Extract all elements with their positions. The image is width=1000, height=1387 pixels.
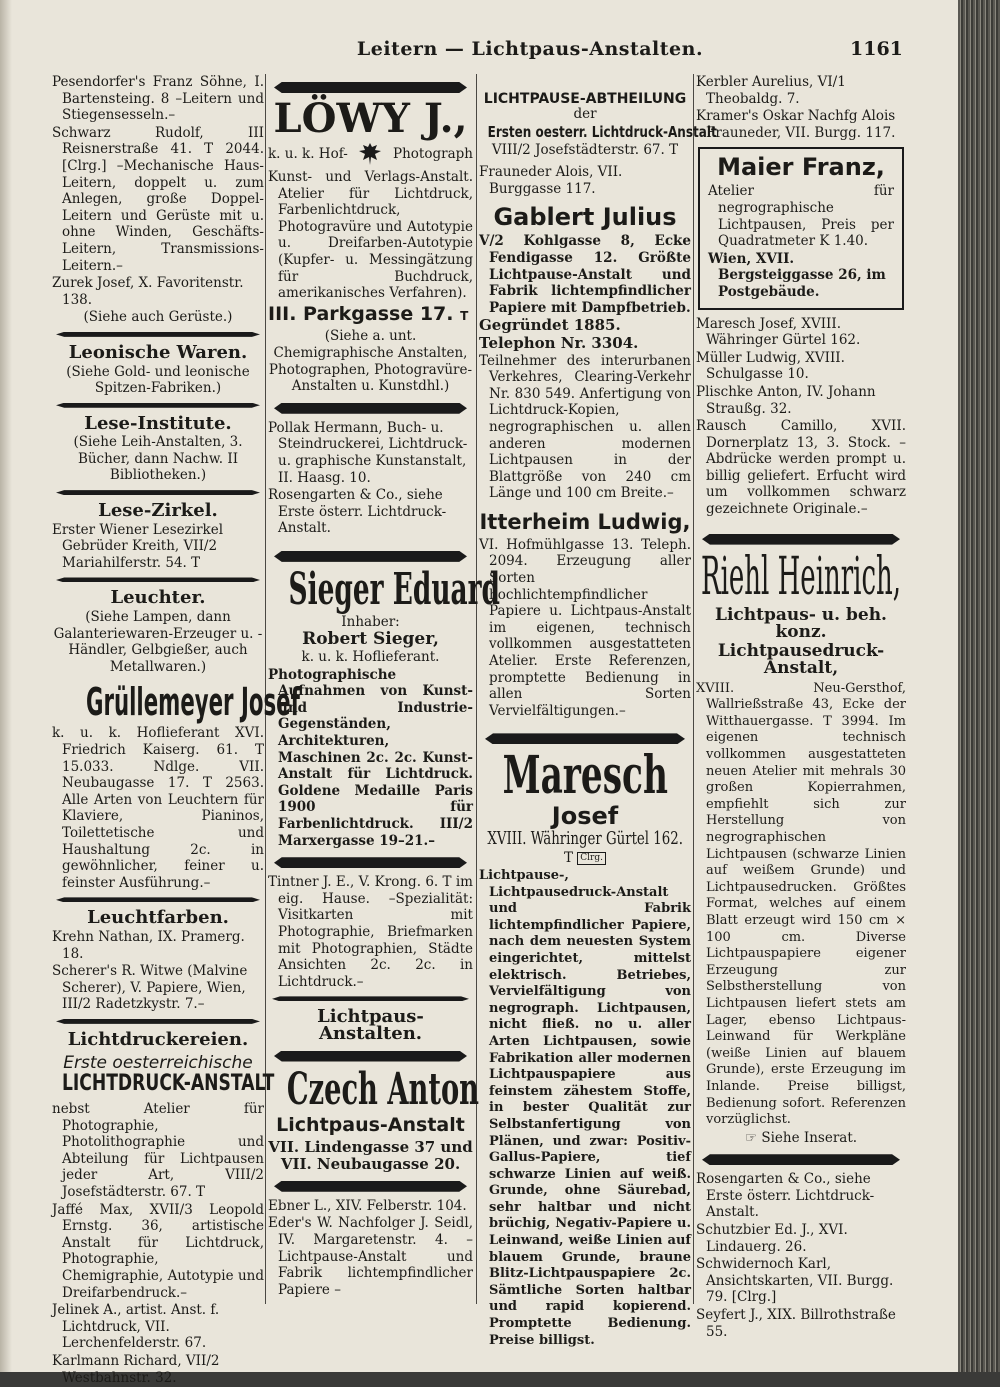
cross-reference: (Siehe Leih-Anstalten, 3. Bücher, dann Nachw. II Bibliotheken.)	[73, 434, 243, 484]
directory-entry: Erster Wiener Lesezirkel Gebrüder Kreith, VII/2 Mariahilferstr. 54. T	[52, 521, 224, 571]
directory-entry: Kerbler Aurelius, VI/1 Theobaldg. 7.	[696, 74, 846, 107]
advert-gablert-text2: Teilnehmer des interurbanen Verkehres, Clearing-Verkehr Nr. 830 549. Anfertigung von Lichtdruck-Kopien, negrographischen u. allen anderen modernen Lichtpausen in der Blattgröße von 240 cm Länge und 100 cm Breite.–	[479, 352, 691, 502]
directory-entry: Maresch Josef, XVIII. Währinger Gürtel 162.	[696, 315, 861, 349]
advert-gablert-name: Gablert Julius	[493, 203, 677, 232]
cross-reference: (Siehe Gold- und leonische Spitzen-Fabriken.)	[66, 363, 250, 397]
column-4	[696, 74, 906, 1341]
advert-erste-anstalt: LICHTDRUCK-ANSTALT	[61, 1071, 275, 1097]
page-spine-shadow	[0, 0, 12, 1372]
directory-entry: Seyfert J., XIX. Billrothstraße 55.	[696, 1307, 896, 1340]
advert-czech-name: Czech Anton	[286, 1063, 480, 1115]
directory-entry: Pesendorfer's Franz Söhne, I. Bartensteing. 8 –Leitern und Stiegensesseln.–	[52, 74, 264, 124]
advert-border-bar	[274, 82, 467, 93]
section-heading: Leonische Waren.	[68, 341, 248, 363]
section-heading: Lichtdruckereien.	[67, 1028, 249, 1050]
advert-riehl-see: ☞ Siehe Inserat.	[744, 1129, 858, 1146]
advert-lowy-sub	[268, 141, 473, 167]
advert-riehl-text: XVIII. Neu-Gersthof, Wallrießstraße 43, Ecke der Witthauergasse. T 3994. Im eigenen technisch vollkommen ausgestatteten neuen Atelier mit mehrals 30 großen Kopierrahmen, empfiehlt sich zur Herstellung von negrographischen Lichtpausen (schwarze Linien auf weißem Grunde) und Lichtpausedrucken. Größtes Format, welches auf einem Blatt erzeugt wird 150 cm × 100 cm. Diverse Lichtpauspapiere eigener Erzeugung zur Selbstherstellung von Lichtpausen liefert stets am Lager, ebenso Lichtpaus-Leinwand für Werkpläne (weiße Linien auf blauem Grunde), erste Erzeugung im Inlande. Preise billigst, Bedienung sofort. Referenzen vorzüglichst.	[696, 680, 906, 1128]
advert-gablert-tel: Telephon Nr. 3304.	[479, 333, 639, 352]
section-divider	[56, 490, 260, 495]
advert-maier-addr: Wien, XVII. Bergsteiggasse 26, im Postgebäude.	[708, 250, 886, 300]
advert-maier-name: Maier Franz,	[717, 153, 885, 182]
directory-entry: Eder's W. Nachfolger J. Seidl, IV. Margaretenstr. 4. –Lichtpause-Anstalt und Fabrik lichtempfindlicher Papiere –	[268, 1215, 473, 1298]
directory-entry: Müller Ludwig, XVIII. Schulgasse 10.	[696, 349, 845, 383]
advert-border-bar	[702, 1154, 900, 1165]
advert-maresch-name: Maresch	[502, 745, 668, 807]
directory-entry: Krehn Nathan, IX. Pramerg. 18.	[52, 928, 245, 962]
advert-erste-script: Erste oesterreichische	[63, 1052, 253, 1073]
advert-maresch-first: Josef	[551, 802, 619, 831]
clearing-tag: Clrg.	[577, 852, 606, 865]
advert-itterheim-name: Itterheim Ludwig,	[479, 509, 691, 534]
section-divider	[272, 996, 469, 1001]
page-number: 1161	[850, 38, 903, 60]
directory-entry: Rausch Camillo, XVII. Dornerplatz 13, 3. Stock. –Abdrücke werden prompt u. billig geliefert. Erfucht wird um vollkommen schwarz gezeichnete Originale.–	[696, 418, 906, 518]
advert-gablert-text: V/2 Kohlgasse 8, Ecke Fendigasse 12. Größte Lichtpause-Anstalt und Fabrik lichtempfindlicher Papiere mit Dampfbetrieb.	[479, 233, 691, 316]
directory-entry: Zurek Josef, X. Favoritenstr. 138.	[52, 275, 244, 308]
directory-entry: Schutzbier Ed. J., XVI. Lindauerg. 26.	[696, 1222, 848, 1255]
advert-czech-addr1: VII. Lindengasse 37 und	[268, 1137, 473, 1156]
directory-entry: Schwarz Rudolf, III Reisnerstraße 41. T 2044. [Clrg.] –Mechanische Haus-Leitern, doppelt u. zum Anlegen, große Doppel-Leitern und Gerüste mit u. ohne Winden, Geschäfts-Leitern, Transmissions-Leitern.–	[52, 124, 264, 274]
lowy-left: k. u. k. Hof-	[268, 145, 348, 162]
advert-lp-erste: Ersten oesterr. Lichtdruck-Anstalt	[487, 122, 717, 141]
column-2	[268, 74, 500, 1299]
advert-sieger-owner: Robert Sieger,	[302, 629, 439, 650]
advert-border-bar	[485, 733, 685, 744]
directory-entry: Plischke Anton, IV. Johann Straußg. 32.	[696, 383, 876, 417]
directory-entry: Jaffé Max, XVII/3 Leopold Ernstg. 36, artistische Anstalt für Lichtdruck, Photographie, Chemigraphie, Autotypie und Dreifarbendruck.–	[52, 1201, 264, 1301]
directory-entry: Ebner L., XIV. Felberstr. 104.	[268, 1197, 467, 1214]
section-divider	[56, 403, 260, 408]
advert-lp-title: LICHTPAUSE-ABTHEILUNG	[483, 91, 687, 107]
advert-border-bar	[274, 551, 467, 562]
advert-sieger-text: Photographische Aufnahmen von Kunst- und Industrie-Gegenständen, Architekturen, Maschinen 2c. 2c. Kunst-Anstalt für Lichtdruck. Goldene Medaille Paris 1900 für Farbenlichtdruck. III/2 Marxergasse 19–21.–	[268, 666, 473, 849]
directory-entry: Schwidernoch Karl, Ansichtskarten, VII. Burgg. 79. [Clrg.]	[696, 1256, 894, 1306]
advert-maresch-addr: XVIII. Währinger Gürtel 162.	[487, 828, 683, 850]
advert-riehl-sub1: Lichtpaus- u. beh. konz.	[715, 604, 887, 642]
section-divider	[56, 332, 260, 337]
lowy-right: Photograph	[393, 145, 473, 162]
directory-entry: Frauneder Alois, VII. Burggasse 117.	[479, 164, 623, 197]
advert-maier-text: Atelier für negrographische Lichtpausen, Preis per Quadratmeter K 1.40.	[708, 183, 894, 250]
book-page-edges	[958, 0, 1000, 1372]
section-heading: Leuchter.	[110, 587, 206, 609]
directory-entry: Rosengarten & Co., siehe Erste österr. Lichtdruck-Anstalt.	[696, 1171, 875, 1221]
advert-itterheim-text: VI. Hofmühlgasse 13. Teleph. 2094. Erzeugung aller Sorten hochlichtempfindlicher Papiere u. Lichtpaus-Anstalt im eigenen, technisch vollkommen ausgestatteten Atelier. Erste Referenzen, promptette Bedienung in allen Sorten Vervielfältigungen.–	[479, 536, 691, 719]
advert-riehl-sub2: Lichtpausedruck-Anstalt,	[717, 640, 885, 678]
section-divider	[56, 1019, 260, 1024]
cross-reference: (Siehe Lampen, dann Galanteriewaren-Erzeuger u. -Händler, Gelbgießer, auch Metallwaren.)	[53, 609, 263, 675]
advert-riehl-name: Riehl Heinrich,	[700, 546, 902, 607]
advert-lp-der: der	[573, 106, 597, 122]
directory-entry: Jelinek A., artist. Anst. f. Lichtdruck, VII. Lerchenfelderstr. 67.	[52, 1302, 220, 1352]
directory-entry: Scherer's R. Witwe (Malvine Scherer), V. Papiere, Wien, III/2 Radetzkystr. 7.–	[52, 963, 248, 1013]
column-3	[479, 74, 717, 1350]
advert-maresch-tel: T Clrg.	[479, 850, 691, 867]
directory-entry: Pollak Hermann, Buch- u. Steindruckerei, Lichtdruck- u. graphische Kunstanstalt, II. Haasg. 10.	[268, 419, 468, 486]
advert-sieger-name: Sieger Eduard	[288, 563, 500, 615]
running-header: Leitern — Lichtpaus-Anstalten.	[356, 38, 704, 60]
directory-entry: Rosengarten & Co., siehe Erste österr. Lichtdruck-Anstalt.	[268, 487, 447, 537]
directory-entry: Tintner J. E., V. Krong. 6. T im eig. Hause. –Spezialität: Visitkarten mit Photographie, Briefmarken mit Photographien, Städte Ansichten 2c. 2c. in Lichtdruck.–	[268, 874, 473, 990]
directory-entry: Karlmann Richard, VII/2 Westbahnstr. 32.	[52, 1353, 220, 1386]
section-heading: Lese-Zirkel.	[98, 500, 218, 522]
column-rule	[476, 74, 477, 1304]
column-1	[52, 74, 300, 1387]
advert-lp-addr: VIII/2 Josefstädterstr. 67. T	[491, 141, 679, 158]
advert-grullemeyer-name: Grüllemeyer Josef	[86, 680, 300, 725]
double-eagle-crest-icon	[357, 141, 383, 167]
advert-border-bar	[274, 1051, 467, 1062]
column-rule	[693, 74, 694, 1304]
section-divider	[56, 577, 260, 582]
advert-czech-addr2: VII. Neubaugasse 20.	[280, 1155, 461, 1174]
advert-grullemeyer-text: k. u. k. Hoflieferant XVI. Friedrich Kaiserg. 61. T 15.033. Ndlge. VII. Neubaugasse 17. T 2563. Alle Arten von Leuchtern für Klaviere, Pianinos, Toilettetische und Haushaltung 2c. in gewöhnlicher, feiner u. feinster Ausführung.–	[52, 725, 264, 891]
advert-border-bar	[702, 534, 900, 545]
advert-lowy-name: LÖWY J.,	[273, 95, 468, 142]
section-heading: Lichtpaus-Anstalten.	[317, 1006, 424, 1044]
advert-czech-sub: Lichtpaus-Anstalt	[276, 1113, 465, 1136]
directory-entry: Kramer's Oskar Nachfg Alois Frauneder, VII. Burgg. 117.	[696, 108, 896, 141]
advert-border-bar	[274, 1181, 467, 1192]
section-divider	[56, 897, 260, 902]
section-heading: Lese-Institute.	[84, 412, 232, 434]
advert-border-bar	[274, 403, 467, 414]
advert-erste-text: nebst Atelier für Photographie, Photolithographie und Abteilung für Lichtpausen jeder Art, VIII/2 Josefstädterstr. 67. T	[52, 1101, 264, 1201]
advert-lowy-address: III. Parkgasse 17. T	[268, 302, 469, 325]
advert-maresch-text: Lichtpause-, Lichtpausedruck-Anstalt und Fabrik lichtempfindlicher Papiere, nach dem neuesten System eingerichtet, mittelst elektrisch. Betriebes, Vervielfältigung von negrograph. Lichtpausen, nicht fließ. no u. aller Arten Lichtpausen, sowie Fabrikation aller modernen Lichtpauspapiere aus feinstem zähestem Stoffe, in bester Qualität zur Selbstanfertigung von Plänen, und zwar: Positiv-Gallus-Papiere, tief schwarze Linien auf weiß. Grunde, ohne Säurebad, sehr haltbar und nicht brüchig, Negativ-Papiere u. Leinwand, weiße Linien auf blauem Grunde, braune Blitz-Lichtpauspapiere 2c. Sämtliche Sorten haltbar und rapid kopierend. Promptette Bedienung. Preise billigst.	[479, 868, 691, 1348]
advert-lowy-text: Kunst- und Verlags-Anstalt. Atelier für Lichtdruck, Farbenlichtdruck, Photogravüre und Autotypie u. Dreifarben-Autotypie (Kupfer- u. Messingätzung für Buchdruck, amerikanisches Verfahren).	[268, 169, 473, 302]
cross-reference: (Siehe a. unt. Chemigraphische Anstalten, Photographen, Photogravüre-Anstalten u. Kunstdhl.)	[268, 328, 473, 395]
cross-reference: (Siehe auch Gerüste.)	[83, 309, 233, 326]
advert-gablert-founded: Gegründet 1885.	[479, 316, 621, 335]
advert-sieger-title: k. u. k. Hoflieferant.	[301, 649, 440, 666]
advert-sieger-inhaber: Inhaber:	[341, 613, 400, 630]
section-heading: Leuchtfarben.	[87, 907, 229, 929]
advert-border-bar	[274, 857, 467, 868]
advert-maier-box	[698, 147, 904, 309]
